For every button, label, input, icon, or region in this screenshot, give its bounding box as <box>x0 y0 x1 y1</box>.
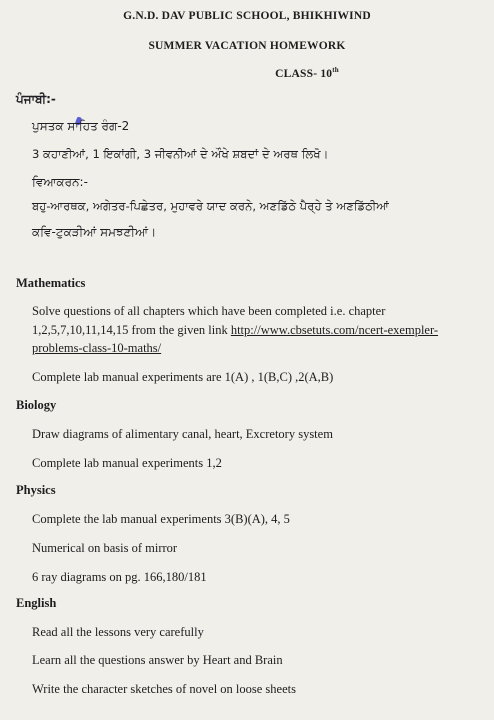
physics-line-2: Numerical on basis of mirror <box>32 541 178 555</box>
class-superscript: th <box>332 66 339 74</box>
biology-line-2: Complete lab manual experiments 1,2 <box>32 456 222 470</box>
class-heading <box>60 66 494 80</box>
mathematics-link[interactable]: http://www.cbsetuts.com/ncert-exempler- <box>230 323 439 337</box>
english-line-1: Read all the lessons very carefully <box>32 625 204 639</box>
punjabi-line-3: ਵਿਆਕਰਨ:- <box>32 175 88 189</box>
mathematics-heading: Mathematics <box>16 276 86 290</box>
school-name: G.N.D. DAV PUBLIC SCHOOL, BHIKHIWIND <box>123 10 371 22</box>
english-line-2: Learn all the questions answer by Heart and Brain <box>32 653 283 667</box>
mathematics-line-2 <box>32 323 438 338</box>
english-heading: English <box>16 596 57 610</box>
biology-heading: Biology <box>16 398 57 412</box>
mathematics-line-4: Complete lab manual experiments are 1(A) , 1(B,C) ,2(A,B) <box>32 370 334 384</box>
punjabi-heading: ਪੰਜਾਬੀ:- <box>16 92 56 106</box>
physics-line-1: Complete the lab manual experiments 3(B)(A), 4, 5 <box>32 512 290 526</box>
physics-heading: Physics <box>16 483 56 497</box>
mathematics-line-2-text: 1,2,5,7,10,11,14,15 from the given link <box>32 323 231 337</box>
punjabi-line-4: ਬਹੁ-ਆਰਥਕ, ਅਗੇਤਰ-ਪਿਛੇਤਰ, ਮੁਹਾਵਰੇ ਯਾਦ ਕਰਨੇ, ਅਣਡਿੱਠੇ ਪੈਰ੍ਹੇ ਤੇ ਅਣਡਿੱਠੀਆਂ <box>32 199 389 213</box>
class-label: CLASS- 10 <box>275 67 333 80</box>
punjabi-line-1: ਪੁਸਤਕ ਸਾਹਿਤ ਰੰਗ-2 <box>32 119 130 133</box>
mathematics-link-continued[interactable]: problems-class-10-maths/ <box>32 341 162 355</box>
mathematics-line-1: Solve questions of all chapters which have been completed i.e. chapter <box>32 304 386 318</box>
punjabi-line-2: 3 ਕਹਾਣੀਆਂ, 1 ਇਕਾਂਗੀ, 3 ਜੀਵਨੀਆਂ ਦੇ ਔਖੇ ਸ਼ਬਦਾਂ ਦੇ ਅਰਥ ਲਿਖੋ। <box>32 147 329 161</box>
punjabi-line-5: ਕਵਿ-ਟੁਕੜੀਆਂ ਸਮਝਣੀਆਂ। <box>32 225 157 239</box>
document-title: SUMMER VACATION HOMEWORK <box>148 40 346 52</box>
english-line-3: Write the character sketches of novel on loose sheets <box>32 682 296 696</box>
physics-line-3: 6 ray diagrams on pg. 166,180/181 <box>32 570 207 584</box>
biology-line-1: Draw diagrams of alimentary canal, heart, Excretory system <box>32 427 333 441</box>
